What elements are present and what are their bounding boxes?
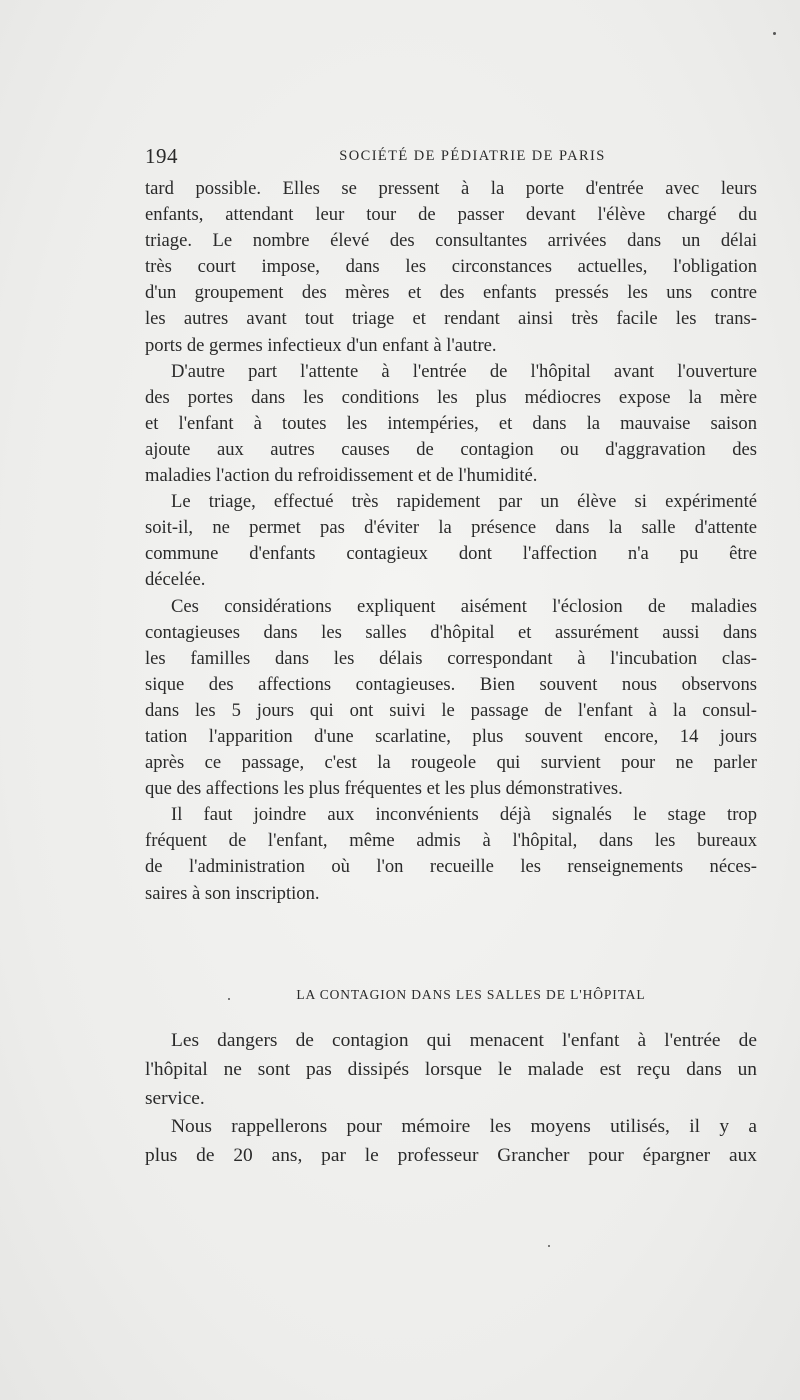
text-line: commune d'enfants contagieux dont l'affection n'a pu être [145, 543, 757, 565]
text-line: maladies l'action du refroidissement et de l'humidité. [145, 465, 538, 487]
text-line: l'hôpital ne sont pas dissipés lorsque le malade est reçu dans un [145, 1058, 757, 1080]
text-line: D'autre part l'attente à l'entrée de l'hôpital avant l'ouverture [171, 360, 757, 382]
paper-speck [228, 998, 230, 1000]
section-text [145, 1027, 757, 1171]
text-line: les familles dans les délais correspondant à l'incubation clas- [145, 647, 757, 669]
text-line: soit-il, ne permet pas d'éviter la présence dans la salle d'attente [145, 517, 757, 539]
text-line: fréquent de l'enfant, même admis à l'hôpital, dans les bureaux [145, 830, 757, 852]
text-line: de l'administration où l'on recueille les renseignements néces- [145, 856, 757, 878]
running-title: SOCIÉTÉ DE PÉDIATRIE DE PARIS [339, 148, 606, 164]
text-line: plus de 20 ans, par le professeur Grancher pour épargner aux [145, 1145, 757, 1167]
paper-speck [548, 1245, 550, 1247]
text-line: décelée. [145, 569, 206, 591]
text-line: très court impose, dans les circonstances actuelles, l'obligation [145, 256, 757, 278]
text-line: les autres avant tout triage et rendant ainsi très facile les trans- [145, 308, 757, 330]
body-text [145, 176, 757, 907]
text-line: contagieuses dans les salles d'hôpital et assurément aussi dans [145, 621, 757, 643]
page-header [145, 144, 760, 172]
text-line: des portes dans les conditions les plus médiocres expose la mère [145, 386, 757, 408]
text-line: service. [145, 1087, 205, 1109]
text-line: d'un groupement des mères et des enfants pressés les uns contre [145, 282, 757, 304]
paper-speck [773, 32, 776, 35]
text-line: saires à son inscription. [145, 882, 320, 904]
text-line: Ces considérations expliquent aisément l'éclosion de maladies [171, 595, 757, 617]
text-line: tard possible. Elles se pressent à la porte d'entrée avec leurs [145, 178, 757, 199]
text-line: que des affections les plus fréquentes et les plus démonstratives. [145, 778, 623, 800]
text-line: ajoute aux autres causes de contagion ou d'aggravation des [145, 438, 757, 460]
text-line: après ce passage, c'est la rougeole qui survient pour ne parler [145, 752, 757, 774]
text-line: Il faut joindre aux inconvénients déjà signalés le stage trop [171, 804, 757, 826]
page-number: 194 [145, 144, 178, 168]
section-heading: LA CONTAGION DANS LES SALLES DE L'HÔPITAL [296, 987, 646, 1002]
text-line: ports de germes infectieux d'un enfant à l'autre. [145, 334, 497, 356]
text-line: Les dangers de contagion qui menacent l'enfant à l'entrée de [171, 1030, 757, 1051]
text-line: tation l'apparition d'une scarlatine, plus souvent encore, 14 jours [145, 725, 757, 747]
text-line: dans les 5 jours qui ont suivi le passage de l'enfant à la consul- [145, 699, 757, 721]
text-line: et l'enfant à toutes les intempéries, et dans la mauvaise saison [145, 412, 757, 434]
text-line: Nous rappellerons pour mémoire les moyens utilisés, il y a [171, 1116, 757, 1138]
text-line: Le triage, effectué très rapidement par un élève si expérimenté [171, 491, 757, 513]
text-line: sique des affections contagieuses. Bien souvent nous observons [145, 673, 757, 695]
text-line: triage. Le nombre élevé des consultantes arrivées dans un délai [145, 230, 757, 252]
text-line: enfants, attendant leur tour de passer devant l'élève chargé du [145, 204, 757, 226]
